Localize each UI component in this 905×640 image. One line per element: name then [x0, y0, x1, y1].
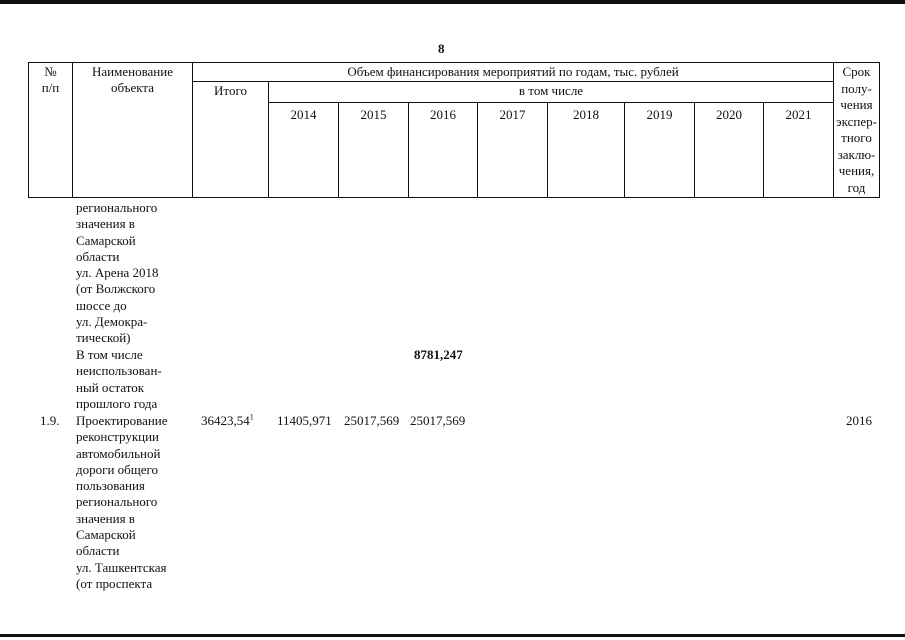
- name-line: значения в: [76, 216, 135, 232]
- top-rule: [0, 0, 905, 4]
- row-value-2015: 25017,569: [344, 413, 400, 428]
- col-deadline-header: Срок полу- чения экспер- тного заклю- чения, год: [834, 63, 880, 198]
- row-value-2016: 25017,569: [410, 413, 466, 428]
- col-total-header: Итого: [193, 82, 269, 198]
- name-line: (от Волжского: [76, 281, 156, 297]
- continuation-name: [76, 200, 192, 347]
- footnote-marker: 1: [249, 412, 254, 422]
- name-line: области: [76, 543, 120, 559]
- col-year-2019: 2019: [625, 103, 695, 198]
- name-line: ул. Демокра-: [76, 314, 148, 330]
- header-table: [28, 62, 880, 198]
- name-line: автомобильной: [76, 445, 161, 461]
- row-total: [201, 413, 254, 429]
- col-year-2018: 2018: [548, 103, 625, 198]
- col-year-2020: 2020: [695, 103, 764, 198]
- row-value-2014: 11405,971: [277, 413, 332, 428]
- name-line: дороги общего: [76, 461, 159, 477]
- name-line: Проектирование: [76, 413, 168, 428]
- name-line: реконструкции: [76, 429, 160, 445]
- col-year-2016: 2016: [409, 103, 478, 198]
- col-year-2015: 2015: [339, 103, 409, 198]
- name-line: регионального: [76, 494, 158, 510]
- name-line: тической): [76, 330, 131, 346]
- name-line: ул. Ташкентская: [76, 559, 167, 575]
- name-line: Самарской: [76, 232, 136, 248]
- name-line: пользования: [76, 478, 145, 494]
- name-line: регионального: [76, 200, 158, 215]
- col-year-2017: 2017: [478, 103, 548, 198]
- name-line: ул. Арена 2018: [76, 265, 159, 281]
- bottom-rule: [0, 634, 905, 637]
- col-num-header: № п/п: [29, 63, 73, 198]
- page-number: 8: [438, 41, 445, 56]
- name-line: (от проспекта: [76, 575, 153, 591]
- name-line: ный остаток: [76, 379, 145, 395]
- name-line: В том числе: [76, 347, 143, 362]
- name-line: неиспользован-: [76, 363, 162, 379]
- total-value: 36423,54: [201, 413, 250, 428]
- col-including-header: в том числе: [269, 82, 834, 103]
- subrow-value-2016: 8781,247: [414, 347, 463, 362]
- col-year-2014: 2014: [269, 103, 339, 198]
- row-deadline: 2016: [846, 413, 872, 428]
- name-line: шоссе до: [76, 297, 127, 313]
- col-name-header: Наименование объекта: [73, 63, 193, 198]
- name-line: значения в: [76, 510, 135, 526]
- subrow-name: [76, 347, 192, 412]
- name-line: прошлого года: [76, 395, 158, 411]
- name-line: области: [76, 248, 120, 264]
- name-line: Самарской: [76, 527, 136, 543]
- row-number: 1.9.: [40, 413, 60, 428]
- row-1-9-name: [76, 413, 192, 592]
- col-year-2021: 2021: [764, 103, 834, 198]
- col-funding-header: Объем финансирования мероприятий по годам, тыс. рублей: [193, 63, 834, 82]
